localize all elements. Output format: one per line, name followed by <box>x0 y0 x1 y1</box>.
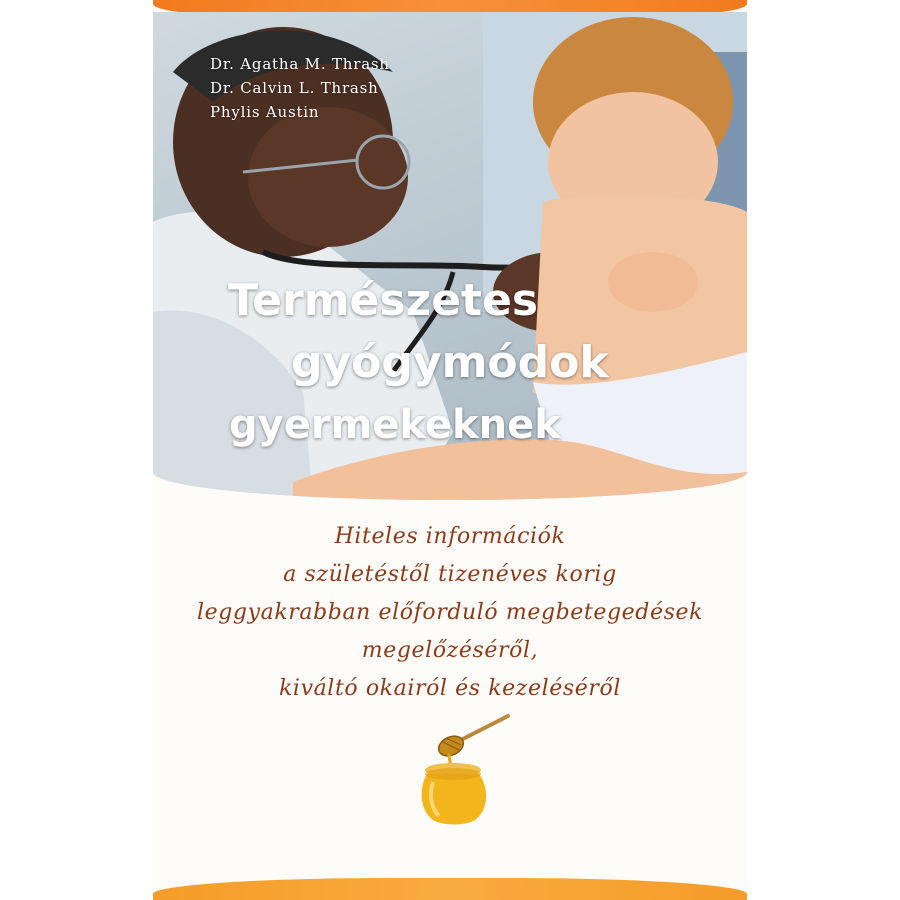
tagline-line: kiváltó okairól és kezeléséről <box>279 676 621 701</box>
title-line: gyógymódok <box>291 337 609 388</box>
author-name: Dr. Agatha M. Thrash <box>210 55 390 73</box>
honey-jar-icon <box>413 712 513 827</box>
author-name: Dr. Calvin L. Thrash <box>210 79 379 97</box>
title-line: gyermekeknek <box>229 402 561 448</box>
tagline-line: a születéstől tizenéves korig <box>283 562 617 587</box>
bottom-orange-band <box>153 878 747 900</box>
author-name: Phylis Austin <box>210 103 320 121</box>
title-line: Természetes <box>228 275 539 326</box>
book-tagline <box>153 518 747 708</box>
tagline-line: Hiteles információk <box>334 524 566 549</box>
tagline-line: megelőzéséről, <box>361 638 539 663</box>
book-cover <box>153 0 747 900</box>
author-list <box>210 52 390 124</box>
tagline-line: leggyakrabban előforduló megbetegedések <box>196 600 704 625</box>
